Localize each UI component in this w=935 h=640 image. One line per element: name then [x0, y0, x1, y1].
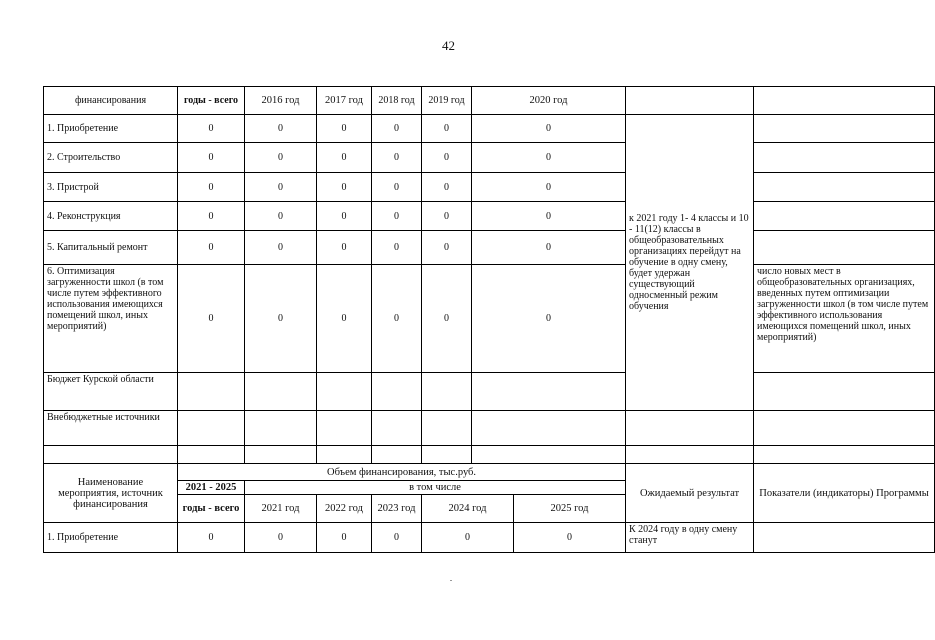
- table-row: [44, 373, 935, 411]
- expected-result: к 2021 году 1- 4 классы и 10 - 11(12) классы в общеобразовательных организациях перейдут на обучение в одну смену, будет удержан существующий односменный режим обучения: [626, 115, 754, 411]
- value-cell: 0: [178, 202, 245, 231]
- row-name: 6. Оптимизация загруженности школ (в том числе путем эффективного использования имеющихся помещений школ, иных мероприятий): [44, 265, 178, 373]
- header-2021: 2021 год: [245, 495, 317, 523]
- value-cell: 0: [178, 143, 245, 173]
- value-cell: 0: [245, 231, 317, 265]
- value-cell: 0: [178, 265, 245, 373]
- value-cell: 0: [372, 231, 422, 265]
- indicator-empty: [754, 115, 935, 143]
- header-indicators: Показатели (индикаторы) Программы: [754, 464, 935, 523]
- value-cell: [422, 373, 472, 411]
- row-name: 3. Пристрой: [44, 173, 178, 202]
- indicator-empty: [754, 231, 935, 265]
- header-2024: 2024 год: [422, 495, 514, 523]
- value-cell: [472, 411, 626, 446]
- spacer-row: [44, 446, 935, 464]
- value-cell: 0: [178, 231, 245, 265]
- table-row: [44, 202, 935, 231]
- header-including: в том числе: [245, 481, 626, 495]
- table-row: [44, 411, 935, 446]
- header-2023: 2023 год: [372, 495, 422, 523]
- header-expected: Ожидаемый результат: [626, 464, 754, 523]
- header-2022: 2022 год: [317, 495, 372, 523]
- row-name: Внебюджетные источники: [44, 411, 178, 446]
- value-cell: 0: [317, 173, 372, 202]
- value-cell: 0: [422, 202, 472, 231]
- indicator-empty: [754, 373, 935, 411]
- value-cell: 0: [178, 115, 245, 143]
- indicator-text: число новых мест в общеобразовательных организациях, введенных путем оптимизации загруженности школ (в том числе путем эффективного использования имеющихся помещений школ, иных мероприятий): [754, 265, 935, 373]
- value-cell: [317, 373, 372, 411]
- table-row: [44, 265, 935, 373]
- value-cell: 0: [472, 115, 626, 143]
- value-cell: 0: [472, 173, 626, 202]
- value-cell: 0: [472, 143, 626, 173]
- header-years-total: годы - всего: [178, 87, 245, 115]
- header-years-total: годы - всего: [178, 495, 245, 523]
- header-range: 2021 - 2025: [178, 481, 245, 495]
- value-cell: 0: [372, 115, 422, 143]
- indicator-empty: [754, 143, 935, 173]
- header-2020: 2020 год: [472, 87, 626, 115]
- row-name: 4. Реконструкция: [44, 202, 178, 231]
- row-name: 1. Приобретение: [44, 115, 178, 143]
- indicator-empty: [754, 411, 935, 446]
- header-2018: 2018 год: [372, 87, 422, 115]
- value-cell: 0: [372, 523, 422, 553]
- program-financing-table: [43, 86, 935, 553]
- value-cell: 0: [317, 231, 372, 265]
- value-cell: 0: [422, 115, 472, 143]
- value-cell: [178, 373, 245, 411]
- value-cell: 0: [422, 523, 514, 553]
- value-cell: 0: [178, 173, 245, 202]
- value-cell: 0: [178, 523, 245, 553]
- bottom-header-row-1: [44, 464, 935, 481]
- table-header-row: [44, 87, 935, 115]
- row-name: 2. Строительство: [44, 143, 178, 173]
- row-name: 1. Приобретение: [44, 523, 178, 553]
- expected-empty: [626, 411, 754, 446]
- value-cell: 0: [317, 265, 372, 373]
- value-cell: 0: [245, 523, 317, 553]
- header-financing: финансирования: [44, 87, 178, 115]
- value-cell: 0: [422, 265, 472, 373]
- value-cell: 0: [472, 231, 626, 265]
- row-name: Бюджет Курской области: [44, 373, 178, 411]
- value-cell: [472, 373, 626, 411]
- value-cell: [422, 411, 472, 446]
- expected-result: К 2024 году в одну смену станут: [626, 523, 754, 553]
- header-2025: 2025 год: [514, 495, 626, 523]
- value-cell: [245, 373, 317, 411]
- value-cell: 0: [372, 265, 422, 373]
- value-cell: [178, 411, 245, 446]
- indicator-empty: [754, 202, 935, 231]
- value-cell: 0: [372, 173, 422, 202]
- header-2017: 2017 год: [317, 87, 372, 115]
- indicator-empty: [754, 173, 935, 202]
- value-cell: 0: [317, 523, 372, 553]
- value-cell: 0: [245, 265, 317, 373]
- header-indicator-empty: [754, 87, 935, 115]
- header-2019: 2019 год: [422, 87, 472, 115]
- row-name: 5. Капитальный ремонт: [44, 231, 178, 265]
- value-cell: 0: [245, 202, 317, 231]
- value-cell: 0: [422, 231, 472, 265]
- value-cell: 0: [422, 143, 472, 173]
- table-row: [44, 173, 935, 202]
- value-cell: 0: [317, 143, 372, 173]
- value-cell: 0: [245, 143, 317, 173]
- value-cell: 0: [472, 202, 626, 231]
- value-cell: [372, 411, 422, 446]
- table-row: [44, 115, 935, 143]
- value-cell: 0: [514, 523, 626, 553]
- value-cell: 0: [372, 143, 422, 173]
- indicator-empty: [754, 523, 935, 553]
- value-cell: [372, 373, 422, 411]
- value-cell: 0: [422, 173, 472, 202]
- value-cell: [245, 411, 317, 446]
- header-name: Наименование мероприятия, источник финансирования: [44, 464, 178, 523]
- value-cell: 0: [245, 115, 317, 143]
- table-row: [44, 143, 935, 173]
- value-cell: 0: [472, 265, 626, 373]
- scan-dot: [450, 580, 452, 581]
- value-cell: 0: [372, 202, 422, 231]
- header-2016: 2016 год: [245, 87, 317, 115]
- value-cell: [317, 411, 372, 446]
- table-row: [44, 231, 935, 265]
- value-cell: 0: [245, 173, 317, 202]
- header-volume: Объем финансирования, тыс.руб.: [178, 464, 626, 481]
- table-row: [44, 523, 935, 553]
- value-cell: 0: [317, 202, 372, 231]
- header-expected-empty: [626, 87, 754, 115]
- value-cell: 0: [317, 115, 372, 143]
- page-number: 42: [442, 38, 455, 53]
